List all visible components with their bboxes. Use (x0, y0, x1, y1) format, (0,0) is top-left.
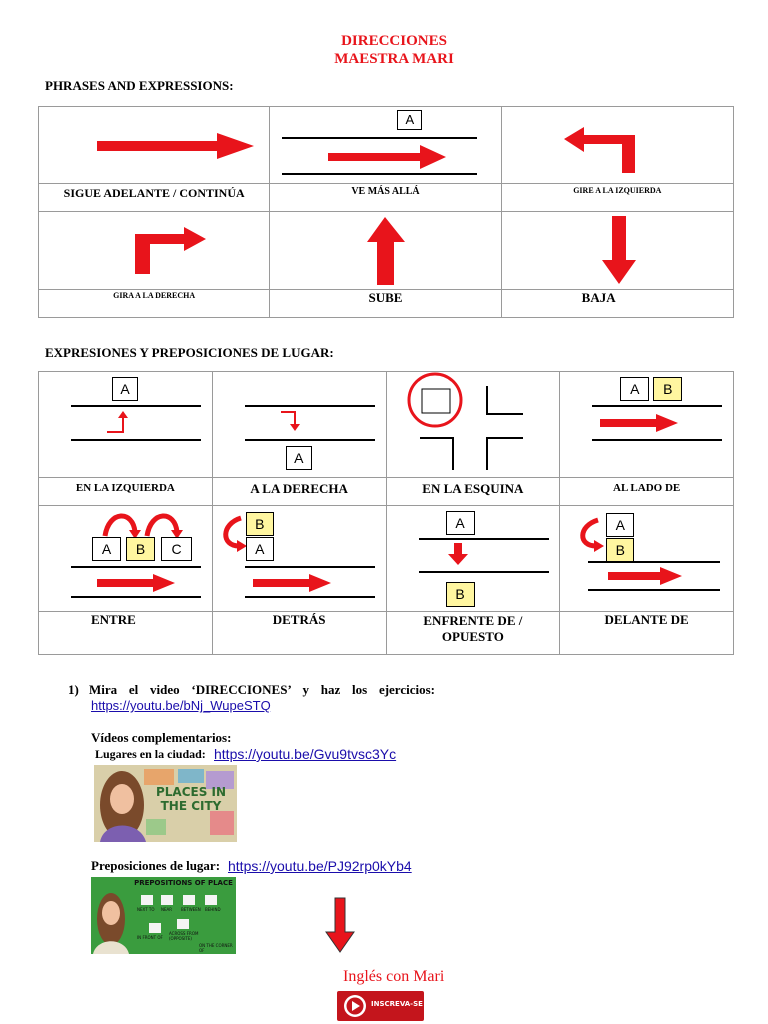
prep-cell-detras (212, 506, 386, 612)
prep-label-delante-de: DELANTE DE (604, 612, 689, 627)
box-c: C (161, 537, 192, 561)
arrow-down-icon (324, 896, 356, 956)
box-a: A (446, 511, 475, 535)
prep-label-cell-8 (560, 612, 734, 655)
phrases-table (38, 106, 734, 318)
prep-label-cell-7 (386, 612, 560, 655)
box-a: A (92, 537, 121, 561)
exercise-instruction: Mira el video ‘DIRECCIONES’ y haz los ejercicios: (89, 682, 435, 697)
corner-diagram (387, 372, 560, 478)
prep-cell-esquina (386, 372, 560, 478)
phrase-label-cell-4 (39, 290, 270, 318)
prep-label-enfrente-de: ENFRENTE DE / (423, 613, 523, 628)
phrase-label-gira-derecha: GIRA A LA DERECHA (113, 291, 196, 300)
phrase-label-cell-6 (501, 290, 733, 318)
phrase-cell-4 (39, 212, 270, 290)
prep-label-cell-6 (212, 612, 386, 655)
page-subtitle: MAESTRA MARI (334, 51, 454, 67)
phrase-label-cell-2 (270, 184, 501, 212)
phrase-cell-5 (270, 212, 501, 290)
video2-link[interactable]: https://youtu.be/PJ92rp0kYb4 (228, 858, 412, 874)
thumb-word: BEHIND (205, 907, 221, 912)
page-title: DIRECCIONES (341, 33, 447, 49)
video1-thumb-title: PLACES IN THE CITY (155, 785, 227, 813)
prepositions-table (38, 371, 734, 655)
brand-name: Inglés con Mari (343, 968, 445, 985)
prep-label-a-la-derecha: A LA DERECHA (250, 481, 348, 496)
turn-right-arrow-icon (39, 212, 270, 290)
prep-label-en-la-esquina: EN LA ESQUINA (422, 481, 524, 496)
phrase-label-gire-izquierda: GIRE A LA IZQUIERDA (573, 186, 662, 195)
phrase-cell-3 (501, 107, 733, 184)
exercise-video-link[interactable]: https://youtu.be/bNj_WupeSTQ (91, 698, 271, 713)
box-b: B (446, 582, 475, 607)
behind-diagram (213, 506, 386, 612)
thumb-word: BETWEEN (181, 907, 201, 912)
video1-link[interactable]: https://youtu.be/Gvu9tvsc3Yc (214, 746, 397, 762)
phrase-label-continua: SIGUE ADELANTE / CONTINÚA (63, 186, 245, 200)
phrase-label-cell-3 (501, 184, 733, 212)
arrow-down-icon (502, 212, 734, 290)
arrow-up-icon (270, 212, 501, 290)
subscribe-label: INSCREVA-SE (371, 1000, 423, 1008)
prep-cell-al-lado (560, 372, 734, 478)
prep-cell-delante (560, 506, 734, 612)
phrase-cell-1 (39, 107, 270, 184)
prep-label-cell-3 (386, 478, 560, 506)
prep-cell-derecha (212, 372, 386, 478)
label-box-a: A (397, 110, 422, 130)
box-b: B (606, 538, 634, 562)
thumb-word: IN FRONT OF (137, 935, 163, 940)
section-heading-prepositions: EXPRESIONES Y PREPOSICIONES DE LUGAR: (45, 345, 334, 360)
phrase-cell-2 (270, 107, 501, 184)
thumb-word: ON THE CORNER OF (199, 943, 233, 953)
prep-cell-izquierda (39, 372, 213, 478)
phrase-cell-6 (501, 212, 733, 290)
exercise-number: 1) (68, 682, 79, 697)
phrase-label-cell-1 (39, 184, 270, 212)
thumb-word: NEXT TO (137, 907, 155, 912)
prep-label-en-la-izquierda: EN LA IZQUIERDA (75, 482, 175, 494)
prep-label-cell-2 (212, 478, 386, 506)
prep-cell-entre (39, 506, 213, 612)
prep-label-opuesto: OPUESTO (441, 629, 504, 644)
prep-label-cell-5 (39, 612, 213, 655)
box-a: A (112, 377, 138, 401)
phrase-label-baja: BAJA (581, 290, 616, 305)
prep-label-al-lado-de: AL LADO DE (613, 482, 681, 494)
box-b: B (653, 377, 682, 401)
video2-thumb-title: PREPOSITIONS OF PLACE (134, 879, 233, 887)
youtube-play-icon (340, 991, 370, 1021)
prep-label-entre: ENTRE (91, 612, 136, 627)
box-a: A (246, 537, 274, 561)
turn-left-arrow-icon (502, 107, 734, 184)
phrase-label-sube: SUBE (368, 290, 403, 305)
in-front-of-diagram (560, 506, 733, 612)
subscribe-button[interactable] (337, 991, 424, 1021)
box-a: A (606, 513, 634, 537)
section-heading-phrases: PHRASES AND EXPRESSIONS: (45, 78, 234, 93)
complementary-heading: Vídeos complementarios: (91, 730, 232, 745)
video2-label: Preposiciones de lugar: (91, 858, 221, 873)
phrase-label-cell-5 (270, 290, 501, 318)
arrow-past-road-icon (270, 107, 501, 184)
arrow-right-icon (39, 107, 270, 184)
box-b: B (246, 512, 274, 536)
video1-label: Lugares en la ciudad: (95, 747, 206, 761)
prep-label-detras: DETRÁS (272, 612, 326, 627)
box-a: A (286, 446, 312, 470)
box-b: B (126, 537, 155, 561)
prep-label-cell-1 (39, 478, 213, 506)
prep-label-cell-4 (560, 478, 734, 506)
video1-thumbnail[interactable] (94, 765, 237, 842)
phrase-label-ve-mas-alla: VE MÁS ALLÁ (351, 186, 420, 197)
thumb-word: ACROSS FROM (OPPOSITE) (169, 931, 199, 941)
box-a: A (620, 377, 649, 401)
video2-thumbnail[interactable] (91, 877, 236, 954)
prep-cell-enfrente (386, 506, 560, 612)
thumb-word: NEAR (161, 907, 173, 912)
